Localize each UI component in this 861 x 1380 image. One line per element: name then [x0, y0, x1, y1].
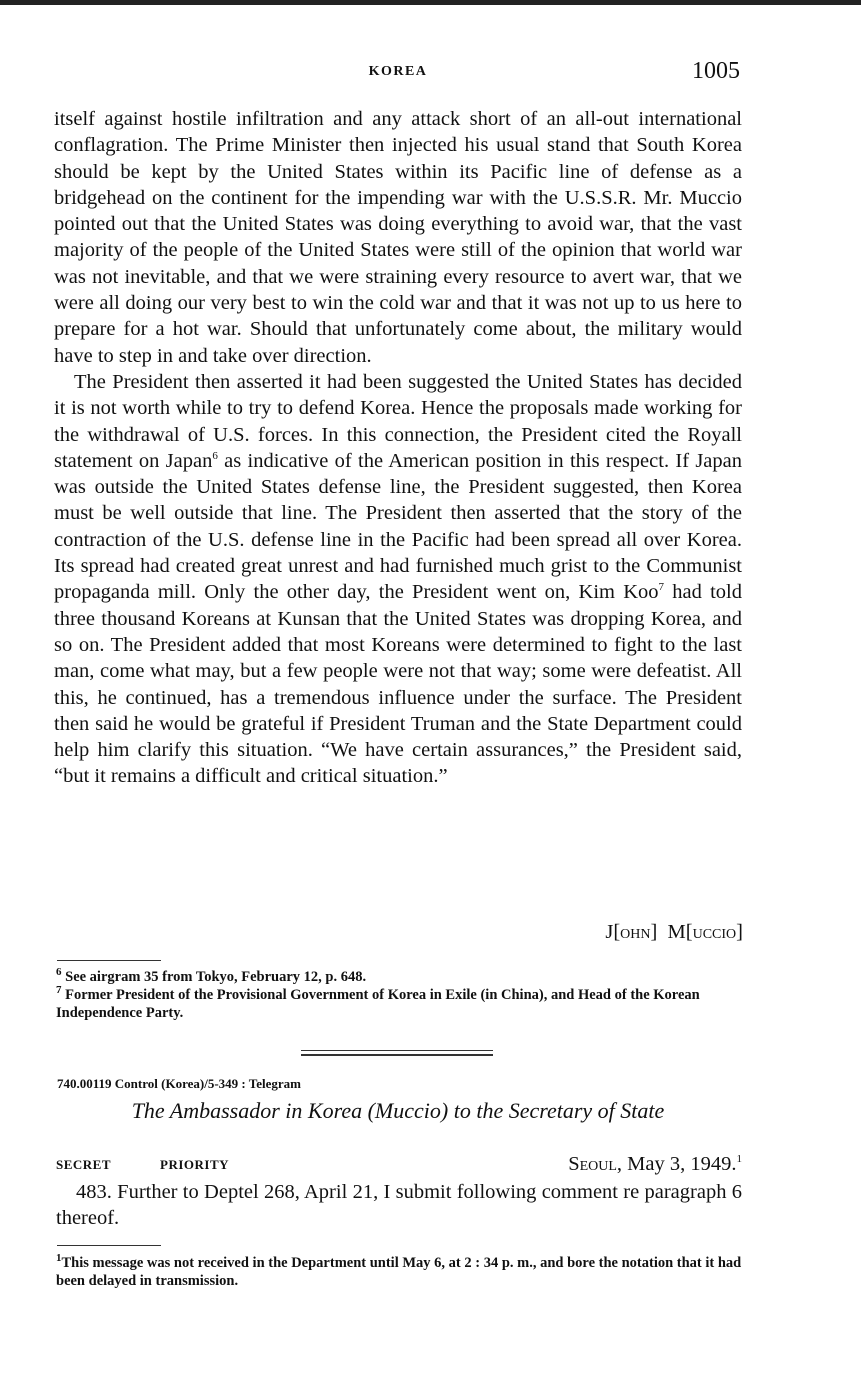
dateline-date: May 3, 1949. [622, 1153, 737, 1175]
footnote-7 [56, 986, 742, 1022]
running-head: KOREA [368, 64, 428, 79]
footnote-rule-top [57, 960, 161, 961]
footnote-1-mark: 1 [56, 1252, 62, 1265]
classification-line [56, 1153, 742, 1179]
dateline-place: Seoul, [568, 1153, 623, 1175]
classification-priority: PRIORITY [160, 1157, 230, 1172]
signature-last-name: [uccio] [685, 921, 743, 943]
paragraph-2 [54, 369, 742, 790]
footnote-7-mark: 7 [56, 984, 62, 997]
message-text [56, 1179, 742, 1231]
footnotes-top [56, 968, 742, 1022]
paragraph-2-part-b: as indicative of the American position in this respect. If Japan was outside the United States defense line, the President suggested, then Korea must be well outside that line. The President then asserted that the story of the contraction of the U.S. defense line in the Pacific had been spread all over Korea. Its spread had created great unrest and had furnished much grist to the Communist propaganda mill. Only the other day, the President went on, Kim Koo [54, 449, 743, 604]
footnote-6-mark: 6 [56, 966, 62, 979]
paragraph-2-part-a: The President then asserted it had been suggested the United States has decided it is not worth while to try to defend Korea. Hence the proposals made working for the withdrawal of U.S. forces. In this connection, the President cited the Royall statement on Japan [54, 370, 742, 472]
footnote-ref-6: 6 [212, 450, 218, 463]
signature-first-name: [ohn] [613, 921, 658, 943]
footnote-ref-1: 1 [736, 1153, 742, 1166]
signature-initial-j: J [605, 921, 614, 943]
body-text [54, 106, 742, 790]
footnote-6-text: See airgram 35 from Tokyo, February 12, p. 648. [61, 969, 367, 985]
file-reference: 740.00119 Control (Korea)/5-349 : Telegram [57, 1076, 301, 1091]
signature [605, 921, 743, 944]
message-paragraph: 483. Further to Deptel 268, April 21, I submit following comment re paragraph 6 thereof. [56, 1181, 742, 1229]
paragraph-2-part-c: had told three thousand Koreans at Kunsan that the United States was dropping Korea, and so on. The President added that most Koreans were determined to fight to the last man, come what may, but a few people were not that way; some were defeatist. All this, he continued, has a tremendous influence under the surface. The President then said he would be grateful if President Truman and the State Department could help him clarify this situation. “We have certain assurances,” the President said, “but it remains a difficult and critical situation.” [54, 581, 742, 788]
footnote-6 [56, 968, 742, 986]
dateline [568, 1153, 742, 1176]
footnote-7-text: Former President of the Provisional Government of Korea in Exile (in China), and Head of the Korean Independence Party. [56, 987, 700, 1021]
footnote-1 [56, 1254, 742, 1290]
signature-initial-m: M [667, 921, 686, 943]
footnote-1-text: This message was not received in the Department until May 6, at 2 : 34 p. m., and bore the notation that it had been delayed in transmission. [56, 1255, 742, 1289]
page-number: 1005 [692, 58, 740, 84]
top-border-rule [0, 0, 861, 5]
paragraph-1: itself against hostile infiltration and any attack short of an all-out international conflagration. The Prime Minister then injected his usual stand that South Korea should be kept by the United States within its Pacific line of defense as a bridgehead on the continent for the impending war with the U.S.S.R. Mr. Muccio pointed out that the United States was doing everything to avoid war, that the vast majority of the people of the United States were still of the opinion that world war was not inevitable, and that we were straining every resource to avert war, that we were all doing our very best to win the cold war and that it was not up to us here to prepare for a hot war. Should that unfortunately come about, the military would have to step in and take over direction. [54, 108, 742, 367]
classification-secret: SECRET [56, 1157, 112, 1172]
footnote-ref-7: 7 [658, 581, 665, 594]
footnotes-bottom [56, 1254, 742, 1290]
section-divider [301, 1050, 493, 1056]
document-title: The Ambassador in Korea (Muccio) to the Secretary of State [131, 1098, 665, 1123]
footnote-rule-bottom [57, 1245, 161, 1246]
page-header [56, 58, 740, 88]
